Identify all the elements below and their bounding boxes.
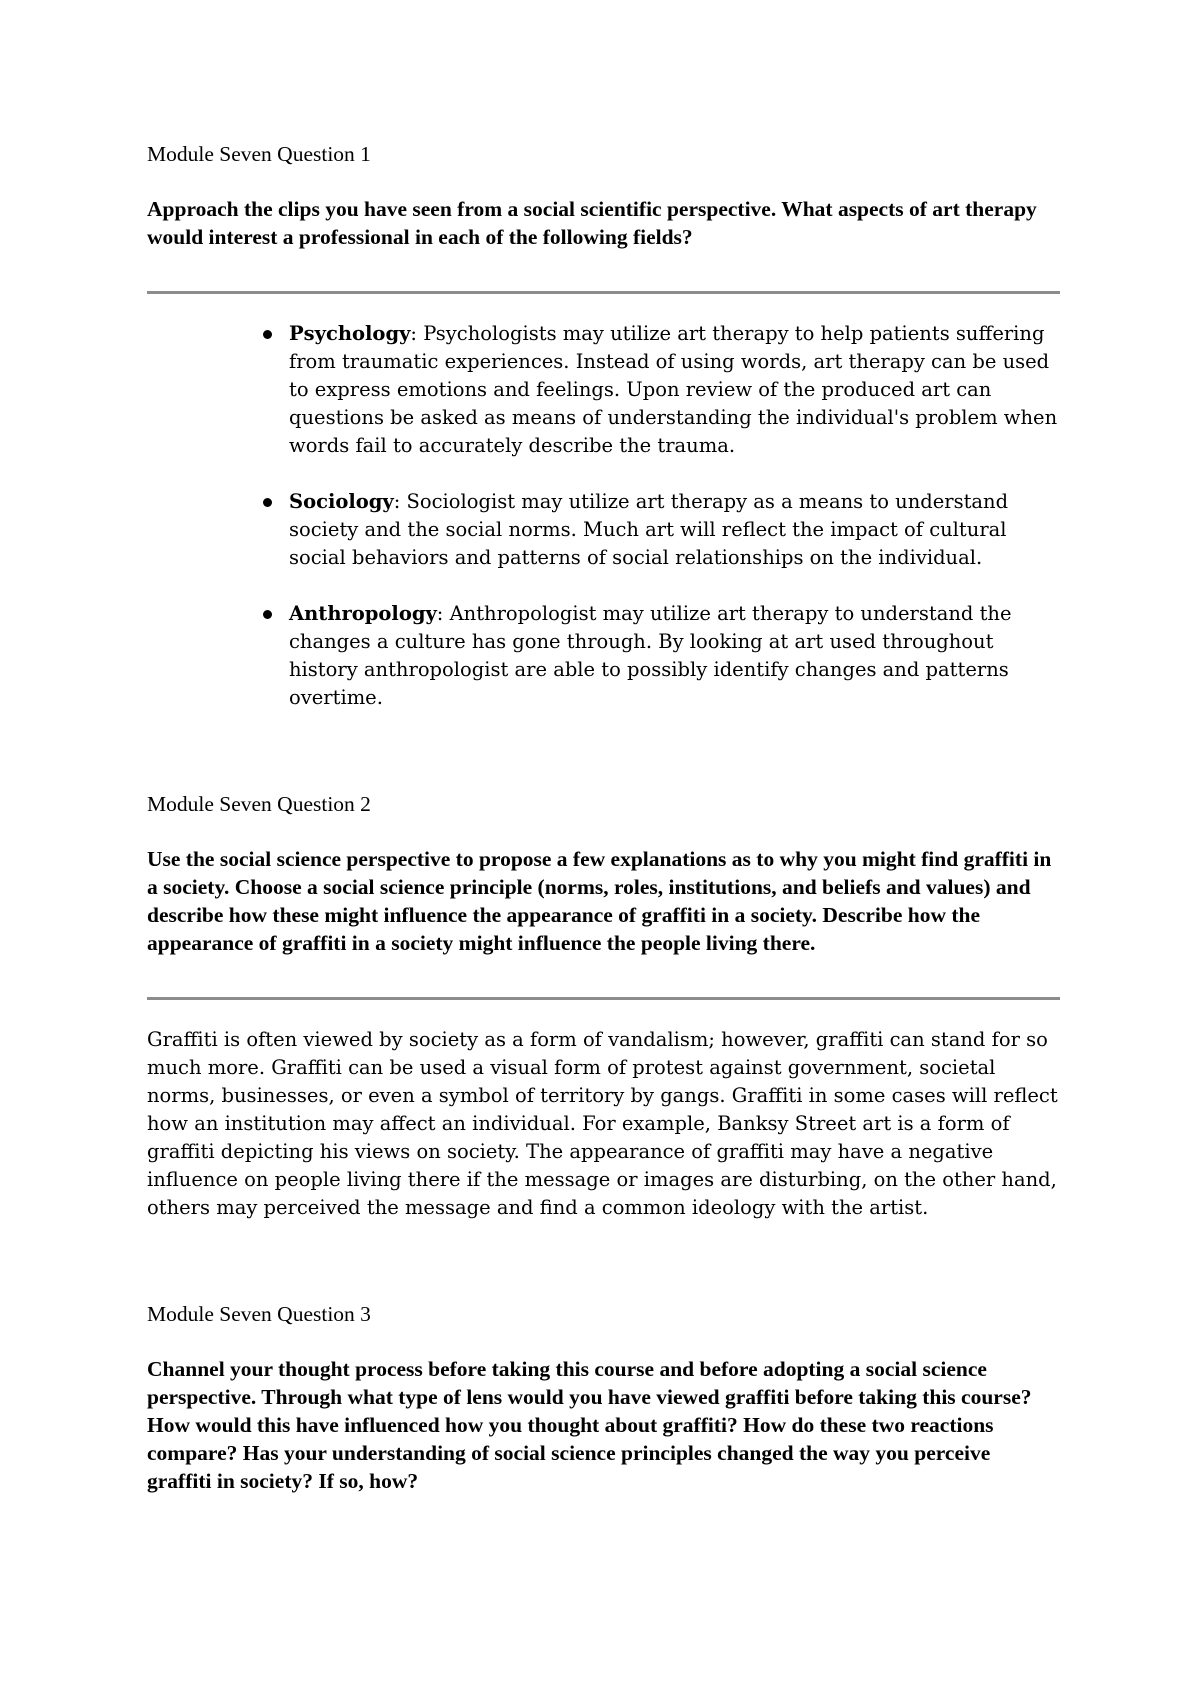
question-2-prompt: Use the social science perspective to propose a few explanations as to why you might find graffiti in a society. Choose a social science principle (norms, roles, institutions, and beliefs and values) and describe how these might influence the appearance of graffiti in a society. Describe how the appearance of graffiti in a society might influence the people living there. [147,847,1052,955]
answer-text: : Psychologists may utilize art therapy to help patients suffering from traumatic experiences. Instead of using words, art therapy can be used to express emotions and feelings. Upon review of the produced art can questions be asked as means of understanding the individual's problem when words fail to accurately describe the trauma. [289,322,1058,457]
bullet-icon [263,610,272,619]
answer-term: Psychology [289,322,411,345]
list-item [147,320,1060,460]
bullet-icon [263,498,272,507]
answer-text: : Anthropologist may utilize art therapy to understand the changes a culture has gone through. By looking at art used throughout history anthropologist are able to possibly identify changes and patterns overtime. [289,602,1012,709]
question-3-heading: Module Seven Question 3 [147,1302,371,1326]
question-1-prompt: Approach the clips you have seen from a social scientific perspective. What aspects of art therapy would interest a professional in each of the following fields? [147,197,1037,249]
bullet-icon [263,330,272,339]
answer-text: : Sociologist may utilize art therapy as a means to understand society and the social norms. Much art will reflect the impact of cultural social behaviors and patterns of social relationships on the individual. [289,490,1009,569]
document-page [147,140,1060,1495]
question-2-answer: Graffiti is often viewed by society as a form of vandalism; however, graffiti can stand for so much more. Graffiti can be used a visual form of protest against government, societal norms, businesses, or even a symbol of territory by gangs. Graffiti in some cases will reflect how an institution may affect an individual. For example, Banksy Street art is a form of graffiti depicting his views on society. The appearance of graffiti may have a negative influence on people living there if the message or images are disturbing, on the other hand, others may perceived the message and find a common ideology with the artist. [147,1028,1058,1219]
question-1-divider [147,291,1060,294]
answer-term: Sociology [289,490,394,513]
list-item [147,600,1060,712]
question-1-heading: Module Seven Question 1 [147,142,371,166]
list-item [147,488,1060,572]
question-1-answer-list [147,320,1060,712]
question-2-heading: Module Seven Question 2 [147,792,371,816]
answer-term: Anthropology [289,602,437,625]
question-2-divider [147,997,1060,1000]
question-3-prompt: Channel your thought process before taking this course and before adopting a social science perspective. Through what type of lens would you have viewed graffiti before taking this course? How would this have influenced how you thought about graffiti? How do these two reactions compare? Has your understanding of social science principles changed the way you perceive graffiti in society? If so, how? [147,1357,1032,1493]
